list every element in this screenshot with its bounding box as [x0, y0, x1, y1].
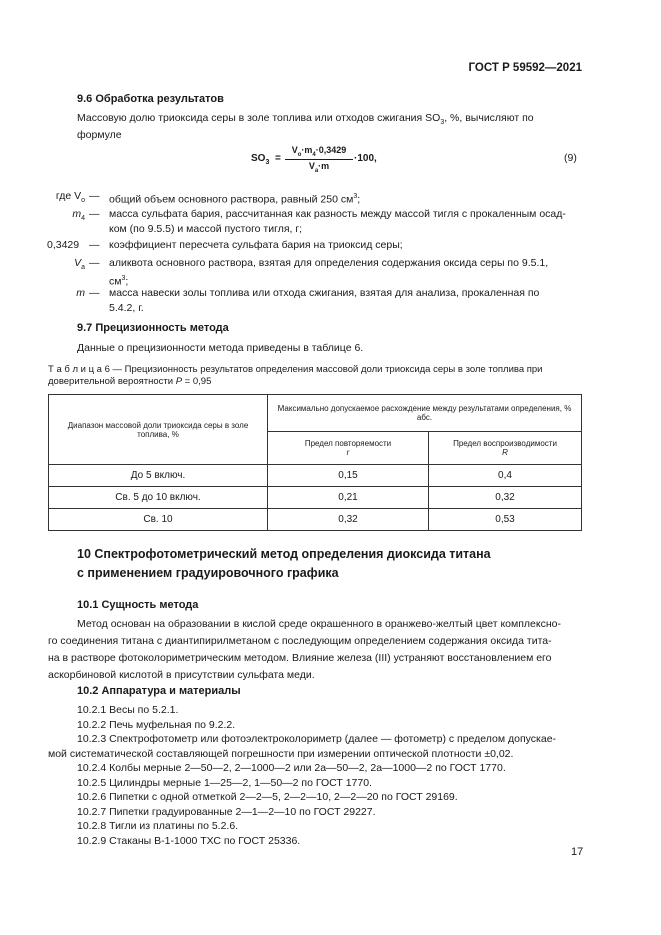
list-item: 10.2.5 Цилиндры мерные 1—25—2, 1—50—2 по ГОСТ 1770. [77, 776, 372, 789]
paragraph-line: аскорбиновой кислотой в присутствии сульфата меди. [48, 669, 315, 681]
formula-denominator: $V_а\cdot m$ [308, 161, 330, 174]
table-cell: 0,15 [268, 465, 429, 487]
definition-dash: — [89, 257, 100, 269]
column-group-header: Максимально допускаемое расхождение между результатами определения, % абс. [268, 395, 582, 432]
section-heading-10-line1: 10 Спектрофотометрический метод определения диоксида титана [77, 547, 491, 561]
table-row [49, 487, 582, 509]
fraction-bar [285, 159, 353, 160]
standard-header: ГОСТ Р 59592—2021 [468, 62, 582, 74]
table-caption [48, 364, 582, 388]
precision-table [48, 394, 582, 531]
paragraph-line: го соединения титана с диантипирилметаном с последующим определением содержания оксида тита- [48, 635, 552, 647]
definition-text: аликвота основного раствора, взятая для определения содержания оксида серы по 9.5.1, $см^3$; [109, 257, 549, 288]
table-row [49, 465, 582, 487]
column-header-range: Диапазон массовой доли триоксида серы в золе топлива, % [49, 395, 268, 465]
table-cell: Св. 5 до 10 включ. [49, 487, 268, 509]
table-cell: 0,32 [429, 487, 582, 509]
table-label: Т а б л и ц а 6 [48, 364, 110, 375]
definition-row [49, 207, 582, 237]
section-heading-10-2: 10.2 Аппаратура и материалы [77, 685, 241, 697]
table-caption-text: — Прецизионность результатов определения массовой доли триоксида серы в золе топлива при [109, 364, 543, 375]
definition-dash: — [89, 208, 100, 220]
list-item: 10.2.7 Пипетки градуированные 2—1—2—10 по ГОСТ 29227. [77, 805, 376, 818]
definition-text: масса навески золы топлива или отхода сжигания, взятая для анализа, прокаленная по 5.4.2, г. [109, 287, 540, 314]
table-cell: 0,32 [268, 509, 429, 531]
intro-text-end: , %, вычисляют по [444, 112, 534, 124]
list-item: 10.2.2 Печь муфельная по 9.2.2. [77, 718, 236, 731]
formula-9 [251, 145, 391, 183]
formula-equals: = [275, 153, 281, 164]
column-header-reproducibility: Предел воспроизводимости R [429, 432, 582, 465]
formula-numerator: $V_о\cdot m_4\cdot 0,3429$ [291, 145, 347, 158]
list-item: 10.2.8 Тигли из платины по 5.2.6. [77, 820, 239, 832]
formula-tail: ·100, [354, 153, 377, 164]
definition-symbol: $m_4$ [72, 208, 85, 223]
table-row [49, 509, 582, 531]
section-heading-10 [77, 545, 491, 583]
list-item: 10.2.1 Весы по 5.2.1. [77, 704, 179, 716]
definition-row [49, 256, 582, 286]
table-cell: До 5 включ. [49, 465, 268, 487]
paragraph-line: на в растворе фотоколориметрическим методом. Влияние железа (III) устраняют восстановлением его [48, 652, 552, 664]
section-heading-10-1: 10.1 Сущность метода [77, 599, 199, 611]
table-caption-line2: доверительной вероятности [48, 376, 176, 387]
definition-row [49, 286, 582, 316]
section-9-7-text: Данные о прецизионности метода приведены в таблице 6. [77, 342, 364, 354]
intro-line-2: формуле [77, 129, 122, 141]
page-number: 17 [571, 846, 584, 858]
section-10-1-paragraph [48, 616, 582, 684]
table-cell: Св. 10 [49, 509, 268, 531]
table-cell: 0,53 [429, 509, 582, 531]
equipment-list [48, 703, 582, 848]
definition-symbol: где $V_о$ [55, 190, 85, 205]
list-item: мой систематической составляющей погрешности при измерении оптической плотности ±0,02. [48, 747, 514, 760]
definition-symbol: 0,3429 [47, 239, 80, 251]
section-heading-9-7: 9.7 Прецизионность метода [77, 322, 229, 334]
intro-text: Массовую долю триоксида серы в золе топлива или отходов сжигания SO [77, 112, 441, 124]
definition-dash: — [89, 190, 100, 202]
list-item: 10.2.4 Колбы мерные 2—50—2, 2—1000—2 или 2а—50—2, 2а—1000—2 по ГОСТ 1770. [77, 762, 506, 774]
list-item: 10.2.3 Спектрофотометр или фотоэлектроколориметр (далее — фотометр) с пределом допускае- [77, 733, 557, 745]
formula-number: (9) [564, 152, 577, 164]
table-caption-end: = 0,95 [182, 376, 212, 387]
table-cell: 0,21 [268, 487, 429, 509]
definition-symbol: $V_а$ [74, 257, 85, 272]
definition-dash: — [89, 287, 100, 299]
section-heading-10-line2: с применением градуировочного графика [77, 566, 339, 580]
table-caption-var: P [175, 376, 183, 387]
intro-paragraph: Массовую долю триоксида серы в золе топлива или отходов сжигания $SO_3$, %, вычисляют по [77, 112, 534, 127]
definition-dash: — [89, 239, 100, 251]
list-item: 10.2.9 Стаканы В-1-1000 ТХС по ГОСТ 25336. [77, 834, 301, 847]
definition-row [47, 238, 580, 253]
definition-row [49, 189, 582, 204]
list-item: 10.2.6 Пипетки с одной отметкой 2—2—5, 2—2—10, 2—2—20 по ГОСТ 29169. [77, 791, 458, 803]
formula-lhs: $SO_3$ [251, 153, 270, 166]
section-heading-9-6: 9.6 Обработка результатов [77, 93, 224, 105]
definition-symbol: m [76, 287, 85, 299]
column-header-repeatability: Предел повторяемости r [268, 432, 429, 465]
paragraph-line: Метод основан на образовании в кислой среде окрашенного в оранжево-желтый цвет комплексно- [77, 618, 561, 630]
definition-text: масса сульфата бария, рассчитанная как разность между массой тигля с прокаленным осад- ком (по 9.5.5) и массой пустого тигля, г; [109, 208, 566, 235]
table-cell: 0,4 [429, 465, 582, 487]
definition-text: коэффициент пересчета сульфата бария на триоксид серы; [109, 239, 403, 251]
definition-text: общий объем основного раствора, равный 250 $см^3$; [109, 193, 361, 206]
